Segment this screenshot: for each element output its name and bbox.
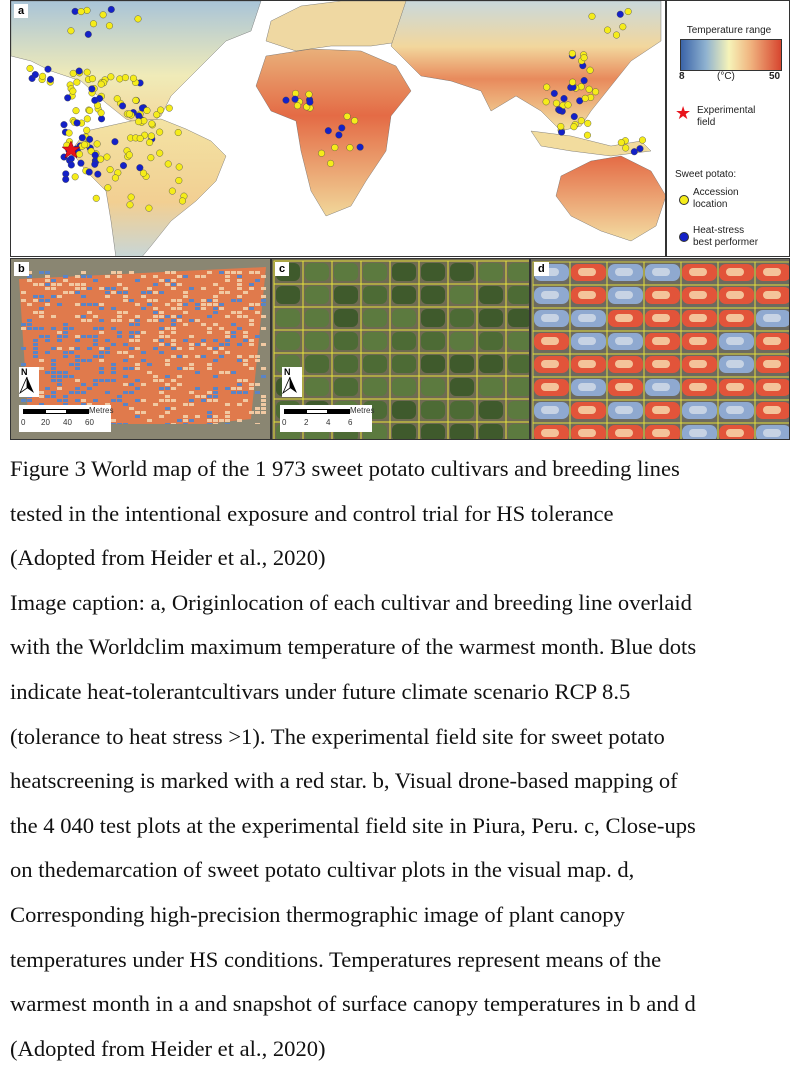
accession-point bbox=[112, 175, 119, 182]
accession-point bbox=[86, 107, 93, 114]
accession-point bbox=[584, 132, 591, 139]
accession-point bbox=[589, 13, 596, 20]
accession-point bbox=[27, 65, 34, 72]
caption-line: warmest month in a and snapshot of surface canopy temperatures in b and d bbox=[10, 991, 696, 1017]
accession-point bbox=[130, 75, 137, 82]
panel-label-d: d bbox=[534, 262, 549, 276]
accession-point bbox=[93, 195, 100, 202]
heat-stress-point bbox=[79, 134, 86, 141]
accession-point bbox=[553, 100, 560, 107]
accession-point bbox=[294, 102, 301, 109]
accession-point bbox=[543, 98, 550, 105]
legend-section-title: Sweet potato: bbox=[675, 169, 737, 180]
accession-point bbox=[84, 69, 91, 76]
colorbar-min: 8 bbox=[679, 71, 685, 82]
accession-point bbox=[122, 74, 129, 81]
asia bbox=[391, 1, 661, 131]
accession-point bbox=[74, 79, 81, 86]
legend-star-label: Experimental field bbox=[697, 105, 756, 128]
accession-point bbox=[97, 156, 104, 163]
temperature-colorbar bbox=[680, 39, 782, 71]
heat-stress-point bbox=[283, 97, 290, 104]
accession-point bbox=[571, 123, 578, 130]
north-arrow-icon: N bbox=[282, 367, 302, 397]
australia bbox=[556, 156, 666, 241]
accession-point bbox=[625, 8, 632, 15]
accession-point bbox=[144, 107, 151, 114]
heat-stress-point bbox=[338, 125, 345, 132]
heat-stress-point bbox=[617, 11, 624, 18]
heat-stress-point bbox=[86, 136, 93, 143]
heat-stress-point bbox=[85, 31, 92, 38]
accession-point bbox=[126, 152, 133, 159]
heat-stress-point bbox=[556, 107, 563, 114]
heat-stress-point bbox=[581, 77, 588, 84]
accession-point bbox=[148, 133, 155, 140]
accession-point bbox=[127, 201, 134, 208]
heat-stress-point bbox=[95, 171, 102, 178]
accession-point bbox=[169, 188, 176, 195]
accession-point bbox=[569, 79, 576, 86]
colorbar-unit: (°C) bbox=[717, 71, 735, 82]
accession-point bbox=[175, 129, 182, 136]
accession-point bbox=[179, 198, 186, 205]
caption-line: tested in the intentional exposure and control trial for HS tolerance bbox=[10, 500, 614, 526]
heat-stress-point bbox=[108, 6, 115, 13]
accession-point bbox=[557, 123, 564, 130]
accession-point bbox=[126, 111, 133, 118]
caption-line: on thedemarcation of sweet potato cultivar plots in the visual map. d, bbox=[10, 857, 635, 883]
accession-point bbox=[94, 141, 101, 148]
accession-point bbox=[70, 70, 77, 77]
figure-3 bbox=[10, 0, 790, 440]
accession-point bbox=[639, 137, 646, 144]
colorbar-max: 50 bbox=[769, 71, 781, 82]
heat-stress-point bbox=[98, 115, 105, 122]
accession-point bbox=[165, 161, 172, 168]
accession-point bbox=[105, 184, 112, 191]
accession-point bbox=[149, 121, 156, 128]
panel-label-b: b bbox=[14, 262, 29, 276]
legend-accession-label: Accession location bbox=[693, 187, 739, 210]
heat-stress-point bbox=[307, 99, 314, 106]
accession-point bbox=[70, 88, 77, 95]
accession-point bbox=[327, 160, 334, 167]
accession-point bbox=[148, 154, 155, 161]
accession-point bbox=[592, 88, 599, 95]
heat-stress-point bbox=[325, 127, 332, 134]
accession-point bbox=[587, 67, 594, 74]
heat-stress-point bbox=[61, 121, 68, 128]
accession-point bbox=[618, 139, 625, 146]
figure-caption bbox=[10, 447, 696, 1071]
accession-point bbox=[620, 23, 627, 30]
heat-stress-point bbox=[551, 90, 558, 97]
accession-point bbox=[318, 150, 325, 157]
heat-stress-point bbox=[292, 96, 299, 103]
accession-point bbox=[135, 16, 142, 23]
accession-point bbox=[73, 107, 80, 114]
panel-a-world-map bbox=[10, 0, 666, 257]
accession-point bbox=[351, 117, 358, 124]
accession-point bbox=[146, 205, 153, 212]
accession-point bbox=[157, 107, 164, 114]
legend-heat-label: Heat-stress best performer bbox=[693, 225, 759, 248]
heat-stress-point bbox=[45, 66, 52, 73]
panel-b-drone-map bbox=[10, 258, 271, 440]
heat-stress-point bbox=[86, 169, 93, 176]
heat-stress-point bbox=[64, 95, 71, 102]
heat-stress-point bbox=[92, 152, 99, 159]
accession-point bbox=[332, 144, 339, 151]
accession-point bbox=[98, 81, 105, 88]
accession-point bbox=[83, 127, 90, 134]
heat-stress-point bbox=[357, 144, 364, 151]
africa bbox=[256, 49, 411, 216]
heat-stress-point bbox=[74, 120, 81, 127]
accession-point bbox=[78, 8, 85, 15]
accession-point bbox=[613, 32, 620, 39]
caption-line: temperatures under HS conditions. Temperatures represent means of the bbox=[10, 946, 662, 972]
panel-label-a: a bbox=[14, 4, 28, 18]
accession-point bbox=[100, 11, 107, 18]
accession-point bbox=[107, 166, 114, 173]
accession-point bbox=[622, 145, 629, 152]
caption-line: with the Worldclim maximum temperature of the warmest month. Blue dots bbox=[10, 634, 697, 660]
accession-point bbox=[98, 110, 105, 117]
accession-point bbox=[604, 27, 611, 34]
thermographic-image bbox=[531, 259, 790, 440]
heat-stress-point bbox=[47, 76, 54, 83]
panel-c-plot-closeup bbox=[271, 258, 530, 440]
caption-line: Corresponding high-precision thermographic image of plant canopy bbox=[10, 901, 625, 927]
heat-stress-point bbox=[336, 132, 343, 139]
accession-point bbox=[90, 20, 97, 27]
caption-line: heatscreening is marked with a red star. b, Visual drone-based mapping of bbox=[10, 768, 678, 794]
caption-line: Image caption: a, Originlocation of each cultivar and breeding line overlaid bbox=[10, 589, 692, 615]
heat-stress-point bbox=[571, 113, 578, 120]
accession-point bbox=[582, 95, 589, 102]
accession-point bbox=[146, 139, 153, 146]
accession-point bbox=[156, 150, 163, 157]
accession-point bbox=[176, 177, 183, 184]
accession-point bbox=[84, 7, 91, 14]
accession-point bbox=[586, 86, 593, 93]
accession-point bbox=[306, 91, 313, 98]
star-icon: ★ bbox=[675, 103, 692, 123]
scale-bar-b: Metres 0 20 40 60 bbox=[19, 405, 111, 432]
heat-stress-point bbox=[72, 8, 79, 15]
heat-stress-point bbox=[119, 103, 126, 110]
accession-point bbox=[176, 164, 183, 171]
north-arrow-icon: N bbox=[19, 367, 39, 397]
legend-title: Temperature range bbox=[686, 25, 772, 36]
accession-point bbox=[76, 151, 83, 158]
heat-stress-point bbox=[68, 155, 75, 162]
accession-point bbox=[135, 118, 142, 125]
accession-point bbox=[543, 84, 550, 91]
accession-point bbox=[66, 130, 73, 137]
heat-stress-point bbox=[76, 68, 83, 75]
accession-point bbox=[114, 95, 121, 102]
accession-point bbox=[116, 76, 123, 83]
accession-point bbox=[104, 154, 111, 161]
accession-point bbox=[39, 73, 46, 80]
heat-stress-point bbox=[68, 162, 75, 169]
heat-stress-point bbox=[120, 162, 127, 169]
panel-d-thermal-closeup bbox=[530, 258, 790, 440]
caption-line: the 4 040 test plots at the experimental field site in Piura, Peru. c, Close-ups bbox=[10, 812, 696, 838]
accession-point bbox=[344, 113, 351, 120]
accession-point bbox=[581, 54, 588, 61]
panel-label-c: c bbox=[275, 262, 289, 276]
accession-point bbox=[584, 120, 591, 127]
heat-stress-dot-icon bbox=[679, 232, 689, 242]
accession-dot-icon bbox=[679, 195, 689, 205]
accession-point bbox=[84, 116, 91, 123]
heat-stress-point bbox=[91, 97, 98, 104]
heat-stress-point bbox=[137, 164, 144, 171]
accession-point bbox=[569, 50, 576, 57]
heat-stress-point bbox=[91, 161, 98, 168]
map-legend bbox=[666, 0, 790, 257]
caption-line: indicate heat-tolerantcultivars under future climate scenario RCP 8.5 bbox=[10, 678, 631, 704]
heat-stress-point bbox=[62, 176, 69, 183]
accession-point bbox=[565, 102, 572, 109]
heat-stress-point bbox=[631, 148, 638, 155]
europe bbox=[266, 1, 411, 51]
accession-point bbox=[106, 22, 113, 29]
accession-point bbox=[81, 141, 88, 148]
accession-point bbox=[578, 117, 585, 124]
heat-stress-point bbox=[112, 138, 119, 145]
accession-point bbox=[89, 75, 96, 82]
heat-stress-point bbox=[32, 71, 39, 78]
accession-point bbox=[166, 105, 173, 112]
caption-line: (Adopted from Heider et al., 2020) bbox=[10, 1035, 326, 1061]
world-map bbox=[11, 1, 666, 257]
heat-stress-point bbox=[89, 86, 96, 93]
heat-stress-point bbox=[78, 160, 85, 167]
accession-point bbox=[68, 27, 75, 34]
heat-stress-point bbox=[561, 95, 568, 102]
accession-point bbox=[128, 194, 135, 201]
caption-line: (Adopted from Heider et al., 2020) bbox=[10, 545, 326, 571]
accession-point bbox=[156, 129, 163, 136]
caption-line: (tolerance to heat stress >1). The experimental field site for sweet potato bbox=[10, 723, 665, 749]
scale-bar-c: Metres 0 2 4 6 bbox=[280, 405, 372, 432]
accession-point bbox=[137, 135, 144, 142]
accession-point bbox=[347, 144, 354, 151]
accession-point bbox=[132, 97, 139, 104]
accession-point bbox=[108, 73, 115, 80]
accession-point bbox=[72, 174, 79, 181]
caption-line: Figure 3 World map of the 1 973 sweet potato cultivars and breeding lines bbox=[10, 456, 680, 481]
